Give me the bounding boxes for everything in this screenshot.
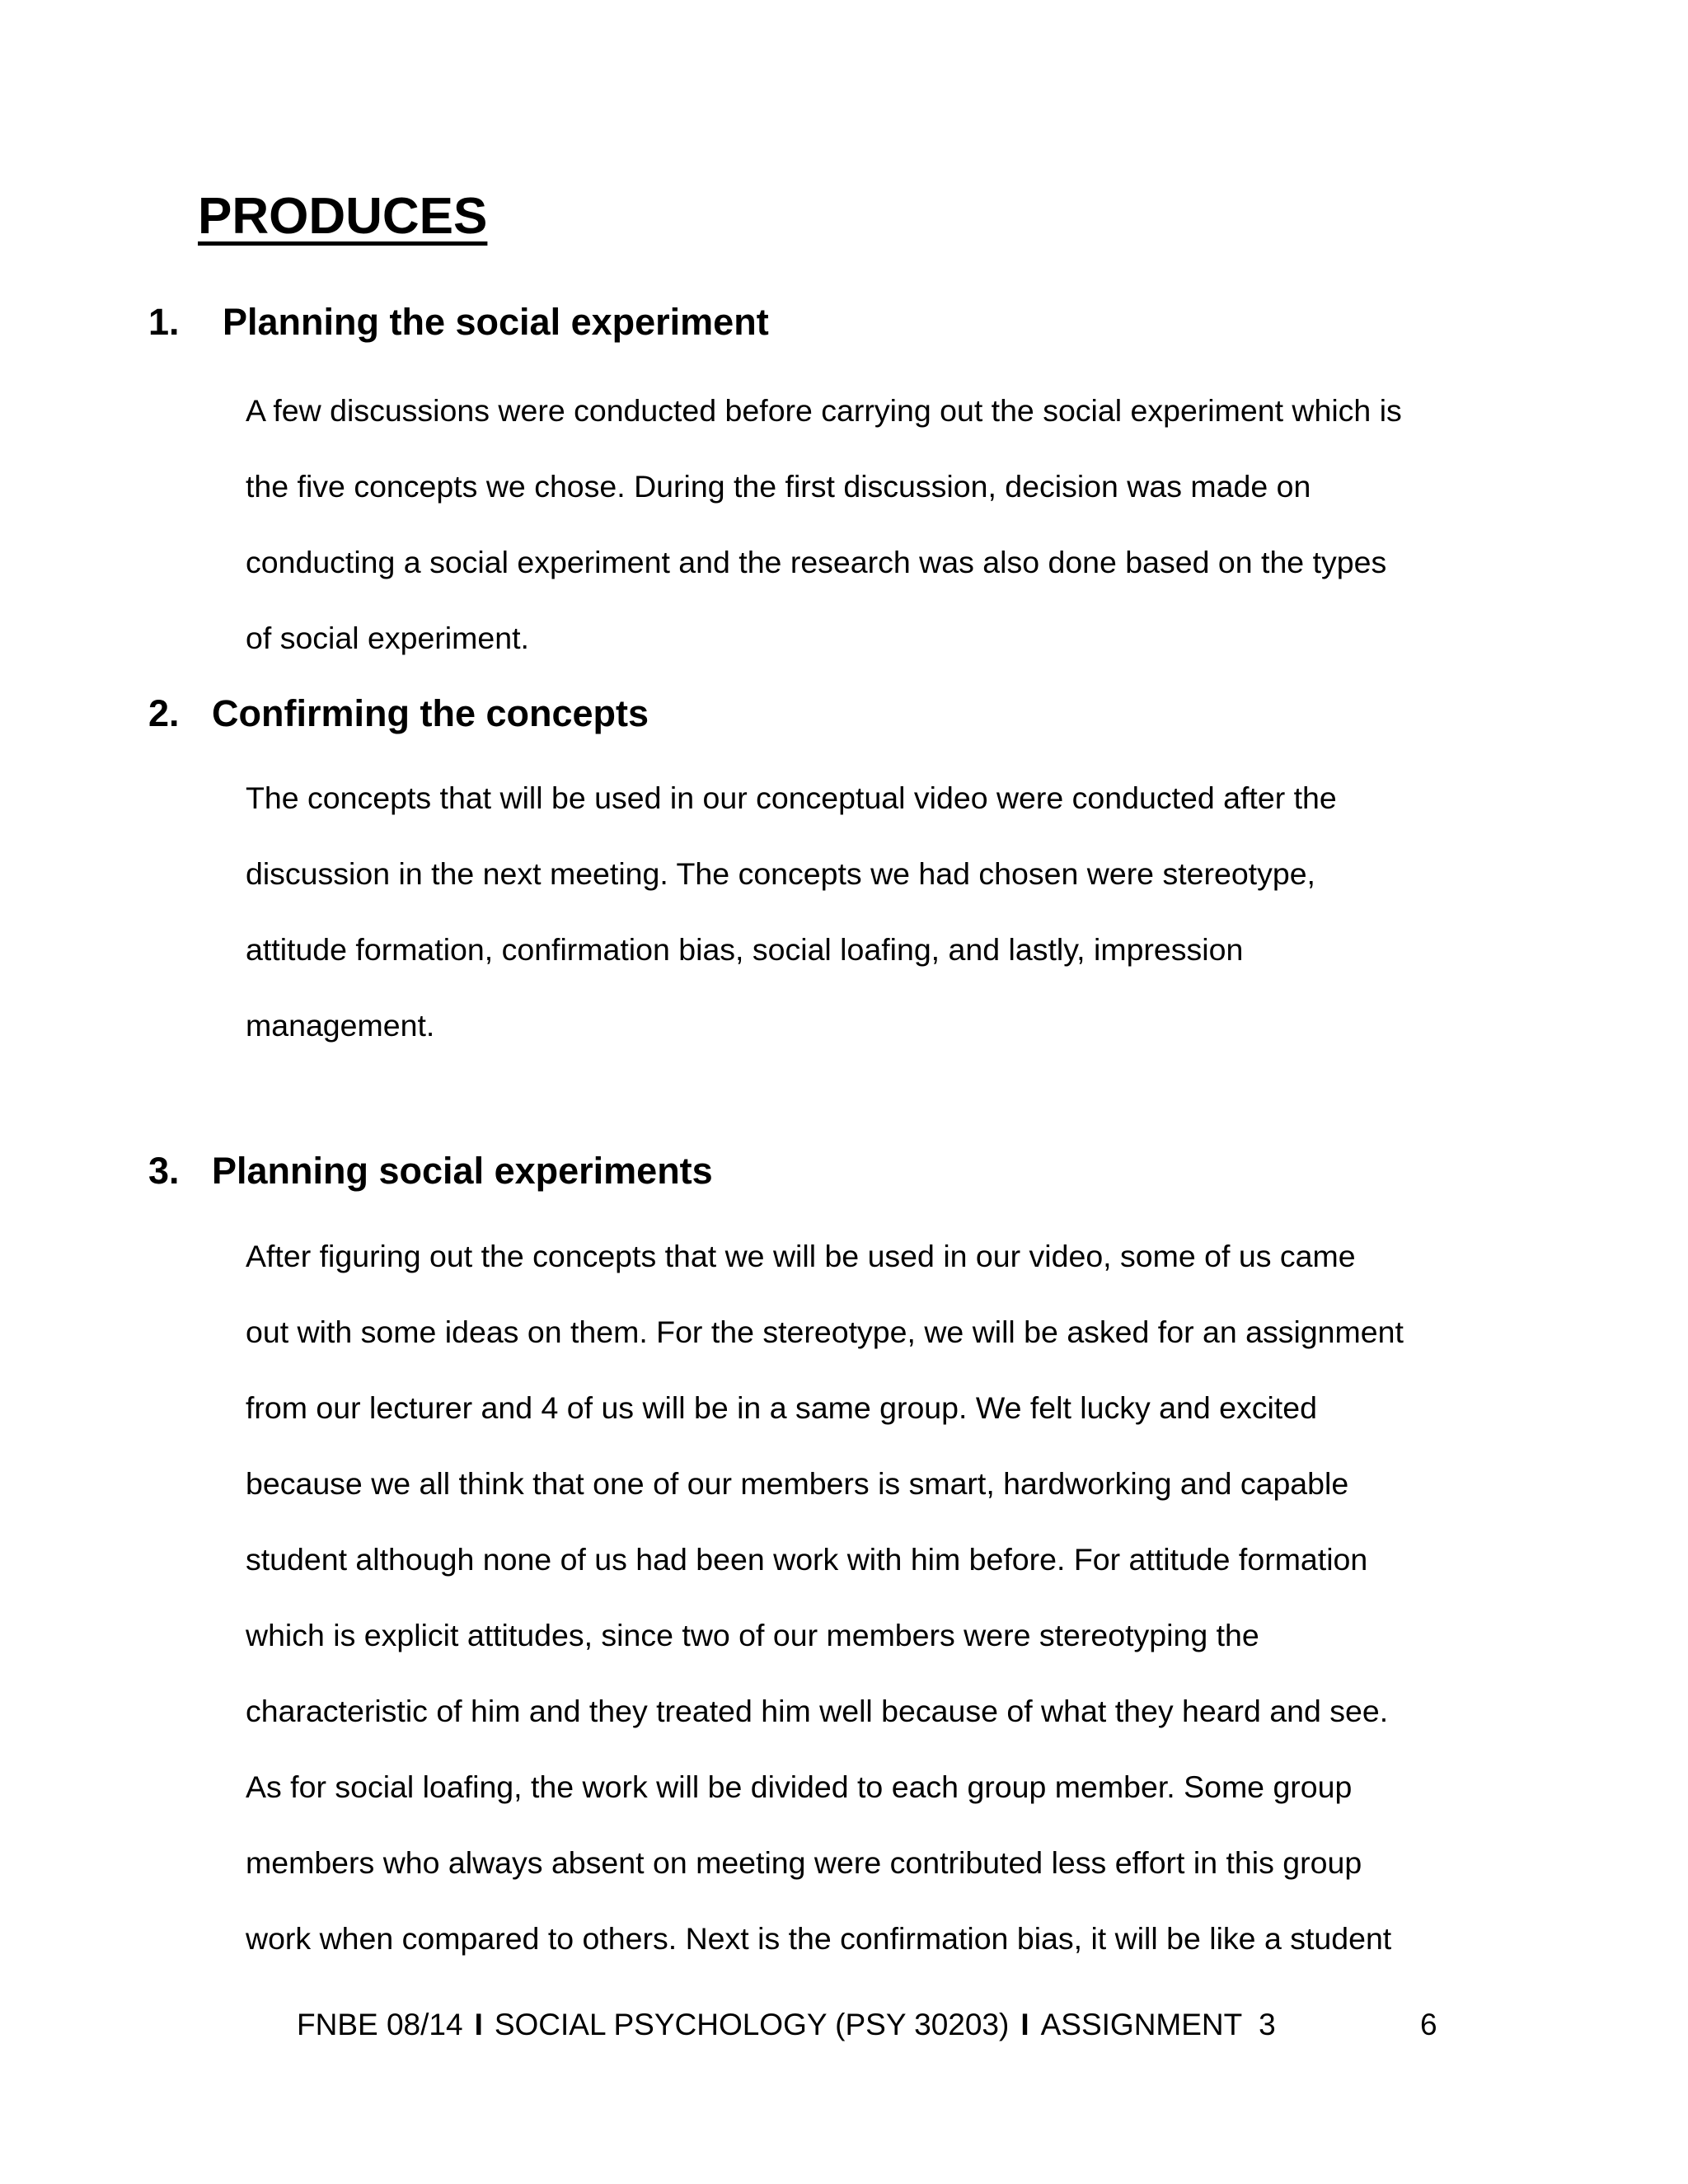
paragraph-line: student although none of us had been work with him before. For attitude formation bbox=[246, 1542, 1368, 1577]
page-number: 6 bbox=[1420, 2008, 1437, 2041]
page-footer bbox=[297, 2009, 1451, 2040]
paragraph-line: management. bbox=[246, 1008, 435, 1043]
section-heading-1 bbox=[148, 301, 769, 343]
section-number: 3. bbox=[148, 1150, 180, 1192]
paragraph-line: attitude formation, confirmation bias, social loafing, and lastly, impression bbox=[246, 932, 1244, 967]
section-heading-3 bbox=[148, 1150, 713, 1192]
paragraph-line: characteristic of him and they treated him well because of what they heard and see. bbox=[246, 1694, 1389, 1728]
footer-assignment: ASSIGNMENT 3 bbox=[1040, 2008, 1276, 2041]
paragraph-line: The concepts that will be used in our conceptual video were conducted after the bbox=[246, 780, 1337, 815]
paragraph-line: A few discussions were conducted before carrying out the social experiment which is bbox=[246, 393, 1402, 428]
paragraph-line: because we all think that one of our members is smart, hardworking and capable bbox=[246, 1466, 1349, 1501]
section-number: 1. bbox=[148, 301, 180, 343]
section-body-2 bbox=[246, 760, 1498, 1063]
paragraph-line: from our lecturer and 4 of us will be in a same group. We felt lucky and excited bbox=[246, 1390, 1317, 1425]
section-body-1 bbox=[246, 373, 1498, 676]
footer-separator: I bbox=[474, 2008, 483, 2041]
paragraph-line: of social experiment. bbox=[246, 621, 529, 655]
footer-separator: I bbox=[1020, 2008, 1029, 2041]
section-body-3 bbox=[246, 1218, 1498, 1976]
section-heading-text: Planning the social experiment bbox=[223, 301, 769, 343]
section-heading-text: Planning social experiments bbox=[212, 1150, 713, 1192]
paragraph-line: members who always absent on meeting were contributed less effort in this group bbox=[246, 1845, 1362, 1880]
section-heading-2 bbox=[148, 692, 649, 734]
section-heading-text: Confirming the concepts bbox=[212, 692, 649, 734]
paragraph-line: As for social loafing, the work will be divided to each group member. Some group bbox=[246, 1769, 1353, 1804]
footer-course: SOCIAL PSYCHOLOGY (PSY 30203) bbox=[494, 2008, 1010, 2041]
section-number: 2. bbox=[148, 692, 180, 734]
paragraph-line: conducting a social experiment and the research was also done based on the types bbox=[246, 545, 1387, 579]
paragraph-line: work when compared to others. Next is the confirmation bias, it will be like a student bbox=[246, 1921, 1392, 1956]
footer-code: FNBE 08/14 bbox=[297, 2008, 463, 2041]
paragraph-line: discussion in the next meeting. The concepts we had chosen were stereotype, bbox=[246, 856, 1315, 891]
paragraph-line: out with some ideas on them. For the stereotype, we will be asked for an assignment bbox=[246, 1315, 1404, 1349]
paragraph-line: the five concepts we chose. During the first discussion, decision was made on bbox=[246, 469, 1311, 504]
paragraph-line: which is explicit attitudes, since two of our members were stereotyping the bbox=[246, 1618, 1259, 1652]
page-title: PRODUCES bbox=[198, 188, 488, 245]
paragraph-line: After figuring out the concepts that we will be used in our video, some of us came bbox=[246, 1239, 1356, 1273]
